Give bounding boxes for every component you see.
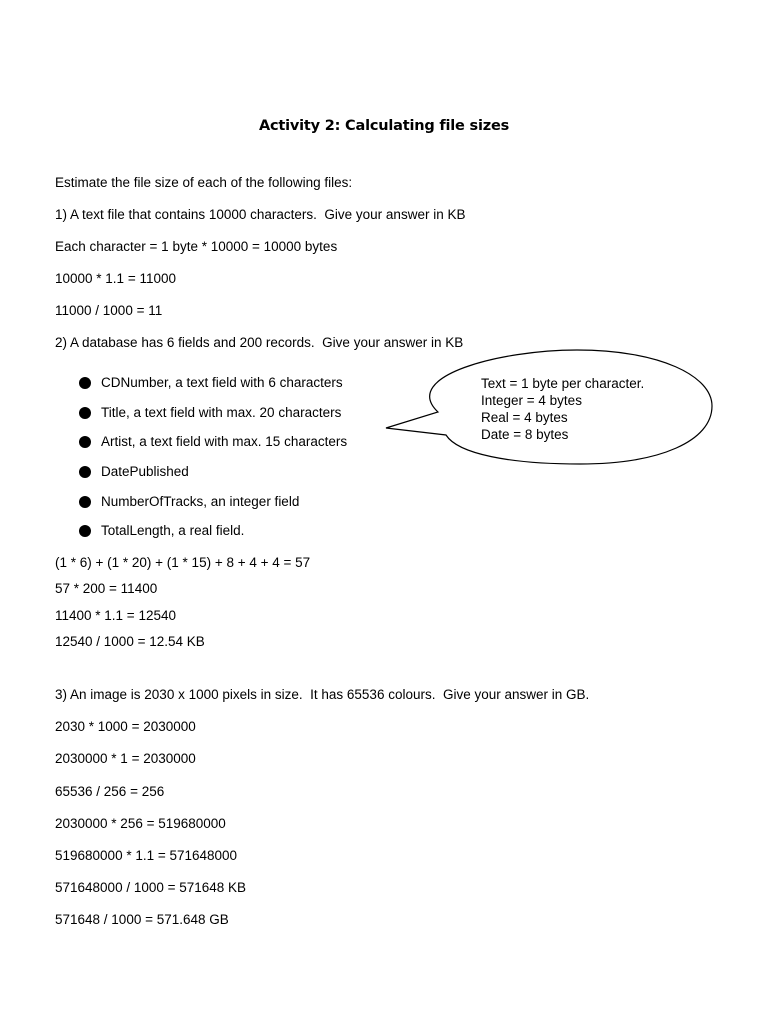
q3-working-line: 571648 / 1000 = 571.648 GB	[55, 912, 229, 927]
field-list-item: Artist, a text field with max. 15 characters	[101, 434, 348, 449]
bullet-icon	[79, 466, 91, 478]
q3-working-line: 65536 / 256 = 256	[55, 784, 165, 799]
bullet-icon	[79, 436, 91, 448]
bullet-icon	[79, 407, 91, 419]
bullet-icon	[79, 377, 91, 389]
field-list-item: CDNumber, a text field with 6 characters	[101, 375, 343, 390]
q2-working-line: (1 * 6) + (1 * 20) + (1 * 15) + 8 + 4 + 4 = 57	[55, 555, 311, 570]
page-title: Activity 2: Calculating file sizes	[258, 118, 510, 134]
callout-line: Real = 4 bytes	[481, 410, 568, 425]
q2-working-line: 11400 * 1.1 = 12540	[55, 608, 176, 623]
intro-text: Estimate the file size of each of the following files:	[55, 175, 353, 190]
q3-working-line: 2030 * 1000 = 2030000	[55, 719, 196, 734]
q2-working-line: 57 * 200 = 11400	[55, 581, 158, 596]
callout-line: Integer = 4 bytes	[481, 393, 582, 408]
callout-line: Text = 1 byte per character.	[481, 376, 645, 391]
q3-working-line: 2030000 * 1 = 2030000	[55, 751, 196, 766]
q1-working-line: Each character = 1 byte * 10000 = 10000 bytes	[55, 239, 338, 254]
question-2: 2) A database has 6 fields and 200 records. Give your answer in KB	[55, 335, 464, 350]
q3-working-line: 2030000 * 256 = 519680000	[55, 816, 226, 831]
question-1: 1) A text file that contains 10000 characters. Give your answer in KB	[55, 207, 466, 222]
q1-working-line: 10000 * 1.1 = 11000	[55, 271, 176, 286]
field-list-item: DatePublished	[101, 464, 189, 479]
bullet-icon	[79, 525, 91, 537]
q3-working-line: 571648000 / 1000 = 571648 KB	[55, 880, 247, 895]
bullet-icon	[79, 496, 91, 508]
callout-line: Date = 8 bytes	[481, 427, 569, 442]
q3-working-line: 519680000 * 1.1 = 571648000	[55, 848, 238, 863]
q2-working-line: 12540 / 1000 = 12.54 KB	[55, 634, 205, 649]
question-3: 3) An image is 2030 x 1000 pixels in size. It has 65536 colours. Give your answer in GB.	[55, 687, 590, 702]
field-list-item: Title, a text field with max. 20 characters	[101, 405, 342, 420]
field-list-item: TotalLength, a real field.	[101, 523, 245, 538]
q1-working-line: 11000 / 1000 = 11	[55, 303, 163, 318]
field-list-item: NumberOfTracks, an integer field	[101, 494, 300, 509]
